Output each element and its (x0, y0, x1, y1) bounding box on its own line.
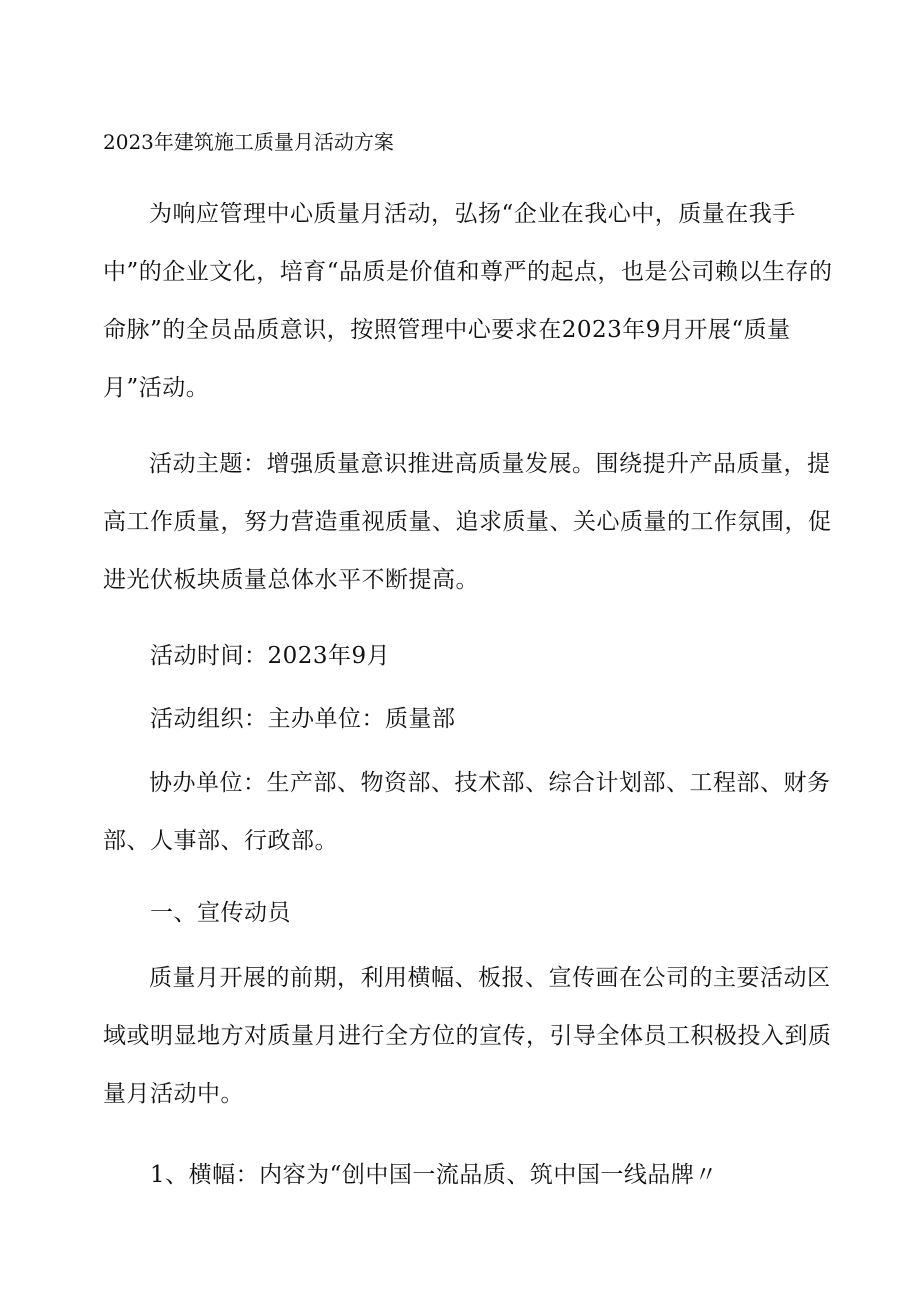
theme-paragraph: 活动主题：增强质量意识推进高质量发展。围绕提升产品质量，提高工作质量，努力营造重视质量、追求质量、关心质量的工作氛围，促进光伏板块质量总体水平不断提高。 (103, 451, 832, 593)
document-title: 2023年建筑施工质量月活动方案 (103, 130, 394, 154)
list-item-banner: 1、横幅：内容为“创中国一流品质、筑中国一线品牌〃 (150, 1162, 718, 1188)
activity-time: 活动时间：2023年9月 (150, 643, 391, 669)
activity-organizer: 活动组织：主办单位：质量部 (150, 706, 456, 732)
co-organizers-paragraph: 协办单位：生产部、物资部、技术部、综合计划部、工程部、财务部、人事部、行政部。 (103, 770, 831, 854)
section-heading: 一、宣传动员 (150, 900, 291, 926)
intro-paragraph: 为响应管理中心质量月活动，弘扬“企业在我心中，质量在我手中”的企业文化，培育“品质是价值和尊严的起点，也是公司赖以生存的命脉”的全员品质意识，按照管理中心要求在2023年9月开展“质量月”活动。 (103, 201, 833, 401)
section-body-paragraph: 质量月开展的前期，利用横幅、板报、宣传画在公司的主要活动区域或明显地方对质量月进行全方位的宣传，引导全体员工积极投入到质量月活动中。 (103, 965, 832, 1107)
